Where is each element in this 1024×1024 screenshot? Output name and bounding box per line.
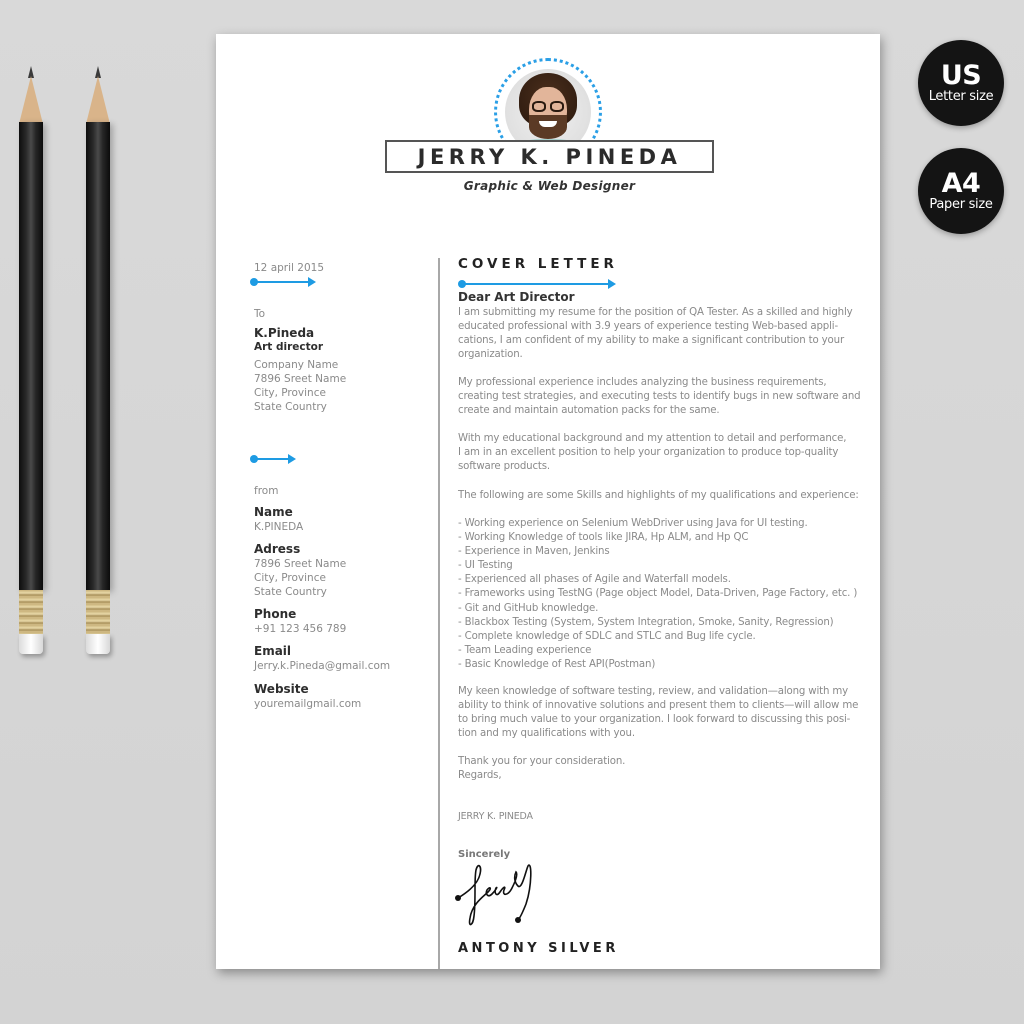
pencil-body xyxy=(86,122,110,590)
paragraph-intro xyxy=(458,306,860,362)
pencil-body xyxy=(19,122,43,590)
skill-item: - Blackbox Testing (System, System Integration, Smoke, Sanity, Regression) xyxy=(458,616,834,628)
text-line: The following are some Skills and highlights of my qualifications and experience: xyxy=(458,490,859,501)
paragraph-skills-intro xyxy=(458,489,860,503)
sender-address-label: Adress xyxy=(254,542,301,556)
skill-item: - Basic Knowledge of Rest API(Postman) xyxy=(458,658,656,670)
sender-name-label: Name xyxy=(254,505,293,519)
a4-paper-badge xyxy=(918,148,1004,234)
skill-item: - Git and GitHub knowledge. xyxy=(458,602,599,614)
to-label: To xyxy=(254,308,266,320)
text-line: I am submitting my resume for the position of QA Tester. As a skilled and highly xyxy=(458,307,853,318)
paragraph-closing xyxy=(458,685,860,741)
skill-item: - Complete knowledge of SDLC and STLC and Bug life cycle. xyxy=(458,630,756,642)
skill-item: - Experienced all phases of Agile and Waterfall models. xyxy=(458,574,731,586)
text-line: tion and my qualifications with you. xyxy=(458,728,635,740)
recipient-country: State Country xyxy=(254,401,327,413)
typed-name: JERRY K. PINEDA xyxy=(458,811,533,822)
signature-icon xyxy=(454,856,544,930)
letter-date: 12 april 2015 xyxy=(254,262,325,274)
text-line: ability to think of innovative solutions and present them to clients—will allow me xyxy=(458,700,859,712)
sender-country: State Country xyxy=(254,586,327,598)
paragraph-education xyxy=(458,432,860,474)
recipient-name: K.Pineda xyxy=(254,326,315,340)
text-line: organization. xyxy=(458,349,523,361)
badge-subtitle: Letter size xyxy=(928,88,994,104)
name-box xyxy=(385,140,714,173)
thanks-block xyxy=(458,755,860,783)
text-line: educated professional with 3.9 years of experience testing Web-based appli- xyxy=(458,321,838,333)
sender-email-value[interactable]: Jerry.k.Pineda@gmail.com xyxy=(254,660,391,672)
pencil-right xyxy=(86,66,110,656)
text-line: My keen knowledge of software testing, review, and validation—along with my xyxy=(458,686,849,697)
cover-letter-page xyxy=(216,34,880,969)
pencil-wood xyxy=(86,76,110,124)
column-divider xyxy=(438,258,440,969)
recipient-company: Company Name xyxy=(254,359,339,371)
job-title: Graphic & Web Designer xyxy=(463,179,636,193)
arrow-icon xyxy=(250,454,300,464)
pencil-wood xyxy=(19,76,43,124)
from-label: from xyxy=(254,485,279,497)
sender-website-value[interactable]: youremailgmail.com xyxy=(254,698,362,710)
text-line: software products. xyxy=(458,461,551,473)
recipient-title: Art director xyxy=(254,341,324,353)
pencil-ferrule xyxy=(86,590,110,634)
photo-beard xyxy=(529,115,567,139)
text-line: create and maintain automation packs for the same. xyxy=(458,405,720,417)
text-line: I am in an excellent position to help your organization to produce top-quality xyxy=(458,447,839,459)
sender-street: 7896 Sreet Name xyxy=(254,558,347,570)
text-line: Thank you for your consideration. xyxy=(458,756,626,767)
text-line: to bring much value to your organization. I look forward to discussing this posi- xyxy=(458,714,851,726)
skills-list xyxy=(458,517,860,672)
salutation: Dear Art Director xyxy=(458,290,575,304)
pencil-left xyxy=(19,66,43,656)
sender-email-label: Email xyxy=(254,644,292,658)
photo-glasses-left xyxy=(532,101,546,112)
paragraph-experience xyxy=(458,376,860,418)
sincerely-label: Sincerely xyxy=(458,849,511,860)
pencil-eraser xyxy=(19,634,43,654)
skill-item: - Team Leading experience xyxy=(458,644,592,656)
skill-item: - Working experience on Selenium WebDriver using Java for UI testing. xyxy=(458,518,808,529)
arrow-icon xyxy=(458,279,618,289)
arrow-icon xyxy=(250,277,320,287)
signer-name: ANTONY SILVER xyxy=(458,941,619,956)
recipient-city: City, Province xyxy=(254,387,326,399)
section-title: COVER LETTER xyxy=(458,256,618,272)
photo-glasses-right xyxy=(550,101,564,112)
skill-item: - Working Knowledge of tools like JIRA, Hp ALM, and Hp QC xyxy=(458,532,749,544)
badge-title: US xyxy=(940,59,982,91)
text-line: cations, I am confident of my ability to make a significant contribution to your xyxy=(458,335,844,347)
badge-subtitle: Paper size xyxy=(929,196,993,212)
text-line: creating test strategies, and executing tests to identify bugs in new software and xyxy=(458,391,861,403)
sender-city: City, Province xyxy=(254,572,326,584)
badge-title: A4 xyxy=(941,167,981,199)
skill-item: - Experience in Maven, Jenkins xyxy=(458,546,610,558)
sender-name-value: K.PINEDA xyxy=(254,521,304,533)
sender-phone-value: +91 123 456 789 xyxy=(254,623,347,635)
text-line: My professional experience includes analyzing the business requirements, xyxy=(458,377,827,388)
pencil-eraser xyxy=(86,634,110,654)
pencil-ferrule xyxy=(19,590,43,634)
text-line: With my educational background and my attention to detail and performance, xyxy=(458,433,847,444)
applicant-name: JERRY K. PINEDA xyxy=(417,144,682,169)
text-line: Regards, xyxy=(458,770,502,782)
skill-item: - UI Testing xyxy=(458,560,513,572)
skill-item: - Frameworks using TestNG (Page object Model, Data-Driven, Page Factory, etc. ) xyxy=(458,588,858,600)
sender-phone-label: Phone xyxy=(254,607,297,621)
sender-website-label: Website xyxy=(254,682,309,696)
us-letter-badge xyxy=(918,40,1004,126)
recipient-street: 7896 Sreet Name xyxy=(254,373,347,385)
